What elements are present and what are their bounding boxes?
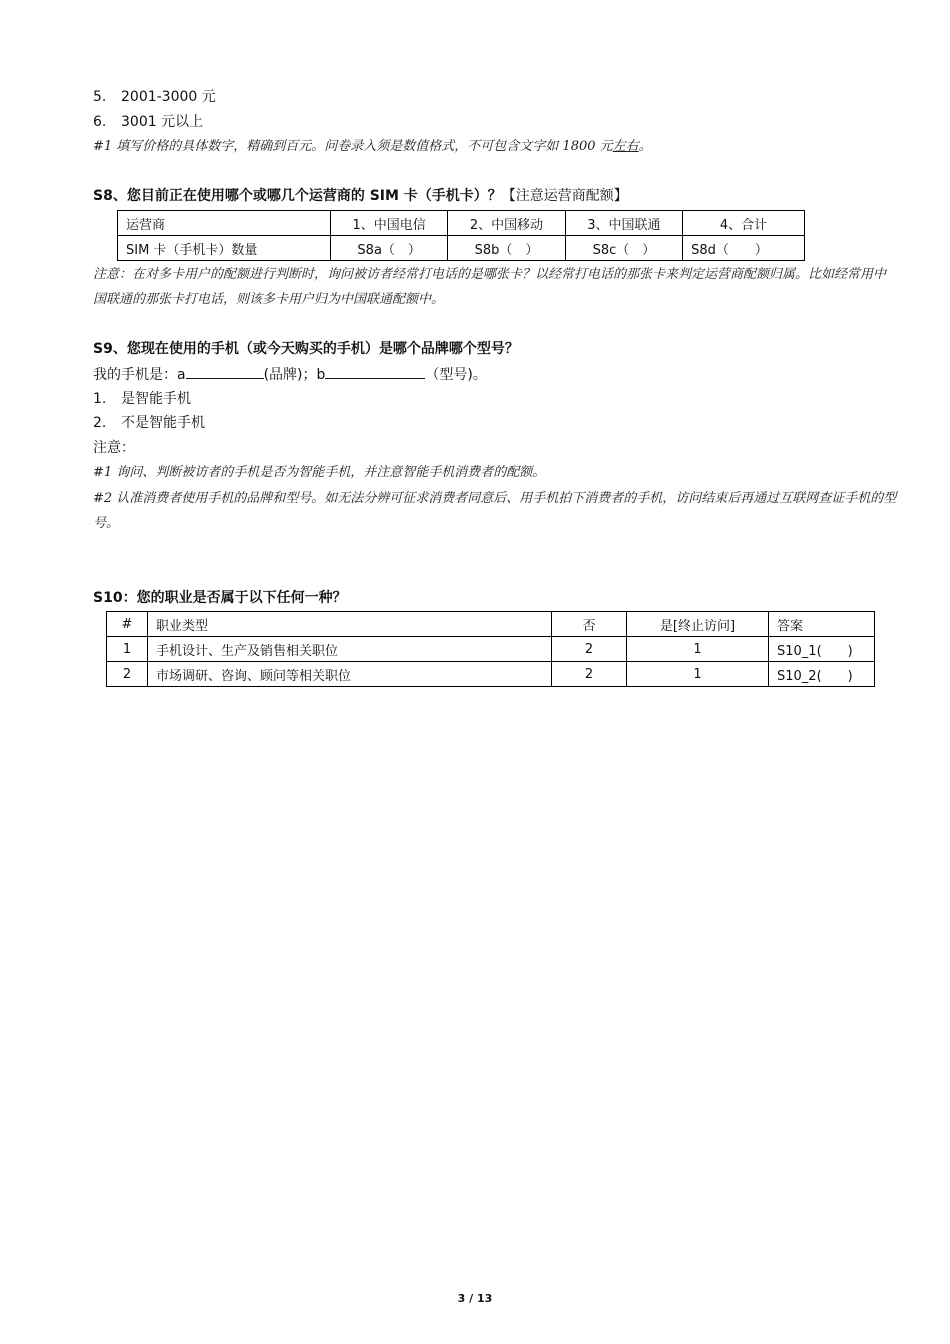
s8-header-unicom: 3、中国联通 (565, 211, 682, 236)
s10-header-occupation: 职业类型 (148, 612, 552, 637)
s10-row-num: 1 (107, 637, 148, 662)
s8-header-total: 4、合计 (683, 211, 805, 236)
s10-row-num: 2 (107, 662, 148, 687)
s10-row-yes: 1 (627, 637, 769, 662)
s10-row-no: 2 (552, 637, 627, 662)
s10-header-no: 否 (552, 612, 627, 637)
s9-note-2: #2 认准消费者使用手机的品牌和型号。如无法分辨可征求消费者同意后、用手机拍下消费者的手机，访问结束后再通过互联网查证手机的型号。 (93, 491, 897, 531)
s10-row-answer: S10_2( ) (769, 662, 875, 687)
s10-occupation-table (106, 611, 875, 687)
s9-my-phone-line: 我的手机是：a (品牌)；b （型号)。 (93, 364, 487, 385)
s10-header-num: # (107, 612, 148, 637)
price-note: #1 填写价格的具体数字，精确到百元。问卷录入须是数值格式，不可包含文字如 1800 元左右。 (93, 139, 652, 154)
s9-option-2: 2. 不是智能手机 (93, 415, 205, 431)
s8-question-title: S8、您目前正在使用哪个或哪几个运营商的 SIM 卡（手机卡）？【注意运营商配额】 (93, 188, 628, 204)
s8c-answer: S8c（ ） (565, 236, 682, 261)
table-header-row (118, 211, 805, 236)
s10-row-occupation: 手机设计、生产及销售相关职位 (148, 637, 552, 662)
s9-question-title: S9、您现在使用的手机（或今天购买的手机）是哪个品牌哪个型号？ (93, 341, 519, 357)
brand-blank (186, 364, 264, 379)
model-blank (325, 364, 425, 379)
s10-row-no: 2 (552, 662, 627, 687)
s8d-answer: S8d（ ） (683, 236, 805, 261)
s8-row-label: SIM 卡（手机卡）数量 (118, 236, 331, 261)
table-row (118, 236, 805, 261)
s8a-answer: S8a（ ） (331, 236, 448, 261)
s8-header-telecom: 1、中国电信 (331, 211, 448, 236)
page-number: 3 / 13 (457, 1292, 493, 1305)
s10-header-yes: 是[终止访问] (627, 612, 769, 637)
s10-header-answer: 答案 (769, 612, 875, 637)
table-header-row (107, 612, 875, 637)
s9-note-label: 注意： (93, 440, 135, 456)
s10-row-answer: S10_1( ) (769, 637, 875, 662)
s8-header-carrier: 运营商 (118, 211, 331, 236)
s8-note: 注意：在对多卡用户的配额进行判断时，询问被访者经常打电话的是哪张卡？以经常打电话的那张卡来判定运营商配额归属。比如经常用中国联通的那张卡打电话，则该多卡用户归为中国联通配额中。 (93, 267, 887, 307)
option-6: 6. 3001 元以上 (93, 114, 204, 130)
s9-option-1: 1. 是智能手机 (93, 391, 191, 407)
s9-note-1: #1 询问、判断被访者的手机是否为智能手机，并注意智能手机消费者的配额。 (93, 465, 546, 480)
option-5: 5. 2001-3000 元 (93, 89, 216, 105)
s8-carrier-table (117, 210, 805, 261)
s8-header-mobile: 2、中国移动 (448, 211, 565, 236)
s10-row-yes: 1 (627, 662, 769, 687)
table-row (107, 662, 875, 687)
table-row (107, 637, 875, 662)
s10-question-title: S10：您的职业是否属于以下任何一种？ (93, 590, 347, 606)
s10-row-occupation: 市场调研、咨询、顾问等相关职位 (148, 662, 552, 687)
s8b-answer: S8b（ ） (448, 236, 565, 261)
